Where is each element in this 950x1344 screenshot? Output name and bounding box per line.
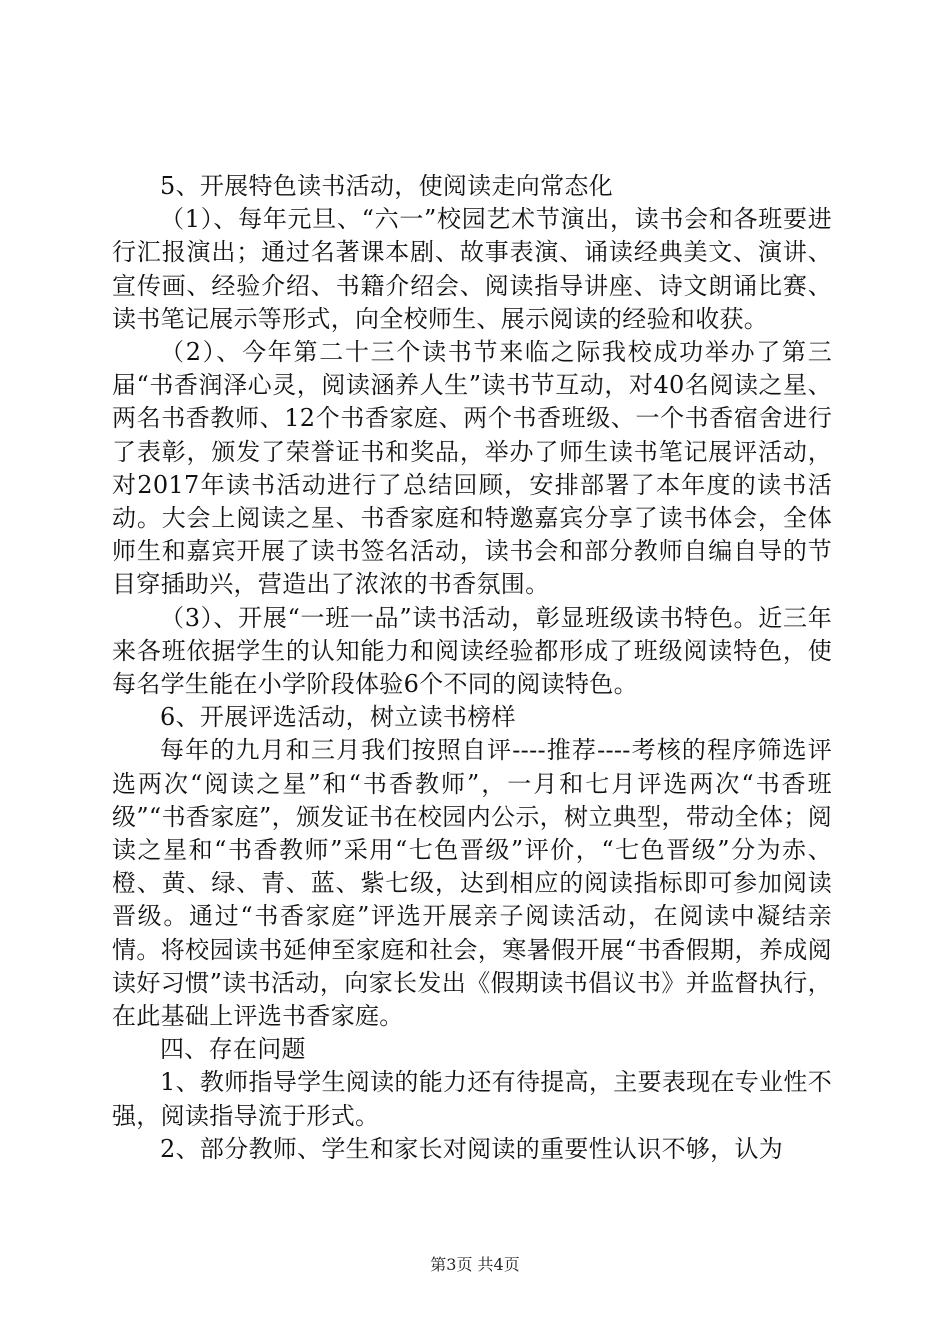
section-heading-6: 6、开展评选活动，树立读书榜样: [160, 703, 516, 732]
paragraph-selection: 每年的九月和三月我们按照自评----推荐----考核的程序筛选评选两次“阅读之星”和“书香教师”，一月和七月评选两次“书香班级”“书香家庭”，颁发证书在校园内公示，树立典型，带动全体；阅读之星和“书香教师”采用“七色晋级”评价，“七色晋级”分为赤、橙、黄、绿、青、蓝、紫七级，达到相应的阅读指标即可参加阅读晋级。通过“书香家庭”评选开展亲子阅读活动，在阅读中凝结亲情。将校园读书延伸至家庭和社会，寒暑假开展“书香假期，养成阅读好习惯”读书活动，向家长发出《假期读书倡议书》并监督执行，在此基础上评选书香家庭。: [112, 736, 832, 1031]
section-heading-5: 5、开展特色读书活动，使阅读走向常态化: [160, 172, 613, 200]
paragraph-1: （1）、每年元旦、“六一”校园艺术节演出，读书会和各班要进行汇报演出；通过名著课本剧、故事表演、诵读经典美文、演讲、宣传画、经验介绍、书籍介绍会、阅读指导讲座、诗文朗诵比赛、读书笔记展示等形式，向全校师生、展示阅读的经验和收获。: [112, 205, 832, 333]
section-heading-problems: 四、存在问题: [160, 1035, 306, 1064]
document-body: [112, 170, 832, 1166]
paragraph-3: （3）、开展“一班一品”读书活动，彰显班级读书特色。近三年来各班依据学生的认知能力和阅读经验都形成了班级阅读特色，使每名学生能在小学阶段体验6个不同的阅读特色。: [112, 603, 832, 699]
problem-item-2: 2、部分教师、学生和家长对阅读的重要性认识不够，认为: [160, 1134, 784, 1163]
paragraph-2: （2）、今年第二十三个读书节来临之际我校成功举办了第三届“书香润泽心灵，阅读涵养人生”读书节互动，对40名阅读之星、两名书香教师、12个书香家庭、两个书香班级、一个书香宿舍进行了表彰，颁发了荣誉证书和奖品，举办了师生读书笔记展评活动，对2017年读书活动进行了总结回顾，安排部署了本年度的读书活动。大会上阅读之星、书香家庭和特邀嘉宾分享了读书体会，全体师生和嘉宾开展了读书签名活动，读书会和部分教师自编自导的节目穿插助兴，营造出了浓浓的书香氛围。: [112, 338, 832, 599]
page-footer: 第3页 共4页: [430, 1255, 520, 1274]
problem-item-1: 1、教师指导学生阅读的能力还有待提高，主要表现在专业性不强，阅读指导流于形式。: [112, 1068, 832, 1130]
